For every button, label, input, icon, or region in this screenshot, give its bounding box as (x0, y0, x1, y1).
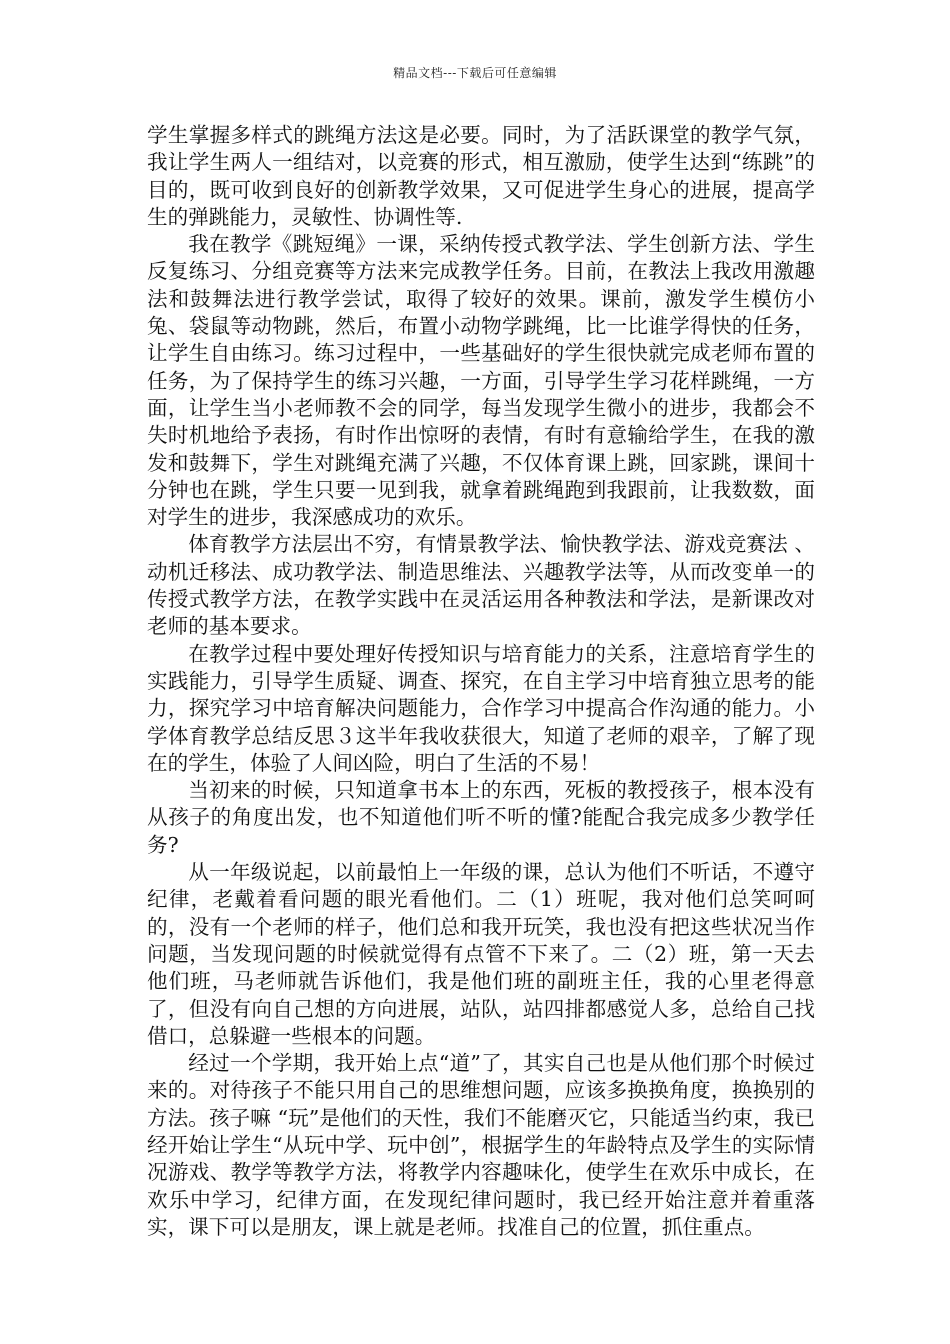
document-body (147, 122, 815, 1241)
paragraph-teaching-methods: 体育教学方法层出不穷，有情景教学法、愉快教学法、游戏竞赛法 、动机迁移法、成功教学法、制造思维法、兴趣教学法等，从而改变单一的传授式教学方法，在教学实践中在灵活运用各种教法和学法，是新课改对老师的基本要求。 (147, 532, 815, 639)
paragraph-after-semester: 经过一个学期，我开始上点“道”了，其实自己也是从他们那个时候过来的。对待孩子不能只用自己的思维想问题，应该多换换角度，换换别的方法。孩子嘛 “玩”是他们的天性，我们不能磨灭它，只能适当约束，我已经开始让学生“从玩中学、玩中创”，根据学生的年龄特点及学生的实际情况游戏、教学等教学方法，将教学内容趣味化，使学生在欢乐中成长，在欢乐中学习，纪律方面，在发现纪律问题时，我已经开始注意并着重落实，课下可以是朋友，课上就是老师。找准自己的位置，抓住重点。 (147, 1051, 815, 1239)
page-header: 精品文档---下载后可任意编辑 (393, 66, 557, 80)
paragraph-first-grade: 从一年级说起，以前最怕上一年级的课，总认为他们不听话，不遵守纪律，老戴着看问题的眼光看他们。二（1）班呢，我对他们总笑呵呵的，没有一个老师的样子，他们总和我开玩笑，我也没有把这些状况当作问题，当发现问题的时候就觉得有点管不下来了。二（2）班，第一天去他们班，马老师就告诉他们，我是他们班的副班主任，我的心里老得意了，但没有向自己想的方向进展，站队，站四排都感觉人多，总给自己找借口，总躲避一些根本的问题。 (147, 860, 815, 1048)
paragraph-knowledge-ability: 在教学过程中要处理好传授知识与培育能力的关系，注意培育学生的实践能力，引导学生质疑、调查、探究，在自主学习中培育独立思考的能力，探究学习中培育解决问题能力，合作学习中提高合作沟通的能力。小学体育教学总结反思３这半年我收获很大，知道了老师的艰辛，了解了现在的学生，体验了人间凶险，明白了生活的不易！ (147, 641, 815, 775)
paragraph-jump-rope-teaching: 我在教学《跳短绳》一课，采纳传授式教学法、学生创新方法、学生反复练习、分组竞赛等方法来完成教学任务。目前，在教法上我改用激趣法和鼓舞法进行教学尝试，取得了较好的效果。课前，激发学生模仿小兔、袋鼠等动物跳，然后，布置小动物学跳绳，比一比谁学得快的任务，让学生自由练习。练习过程中，一些基础好的学生很快就完成老师布置的任务，为了保持学生的练习兴趣，一方面，引导学生学习花样跳绳，一方面，让学生当小老师教不会的同学，每当发现学生微小的进步，我都会不失时机地给予表扬，有时作出惊呀的表情，有时有意输给学生，在我的激发和鼓舞下，学生对跳绳充满了兴趣，不仅体育课上跳，回家跳，课间十分钟也在跳，学生只要一见到我，就拿着跳绳跑到我跟前，让我数数，面对学生的进步，我深感成功的欢乐。 (147, 232, 815, 530)
paragraph-continuation: 学生掌握多样式的跳绳方法这是必要。同时，为了活跃课堂的教学气氛，我让学生两人一组结对，以竞赛的形式，相互激励，使学生达到“练跳”的目的，既可收到良好的创新教学效果，又可促进学生身心的进展，提高学生的弹跳能力，灵敏性、协调性等. (147, 123, 815, 229)
paragraph-beginning: 当初来的时候，只知道拿书本上的东西，死板的教授孩子，根本没有从孩子的角度出发，也不知道他们听不听的懂?能配合我完成多少教学任务? (147, 778, 815, 857)
